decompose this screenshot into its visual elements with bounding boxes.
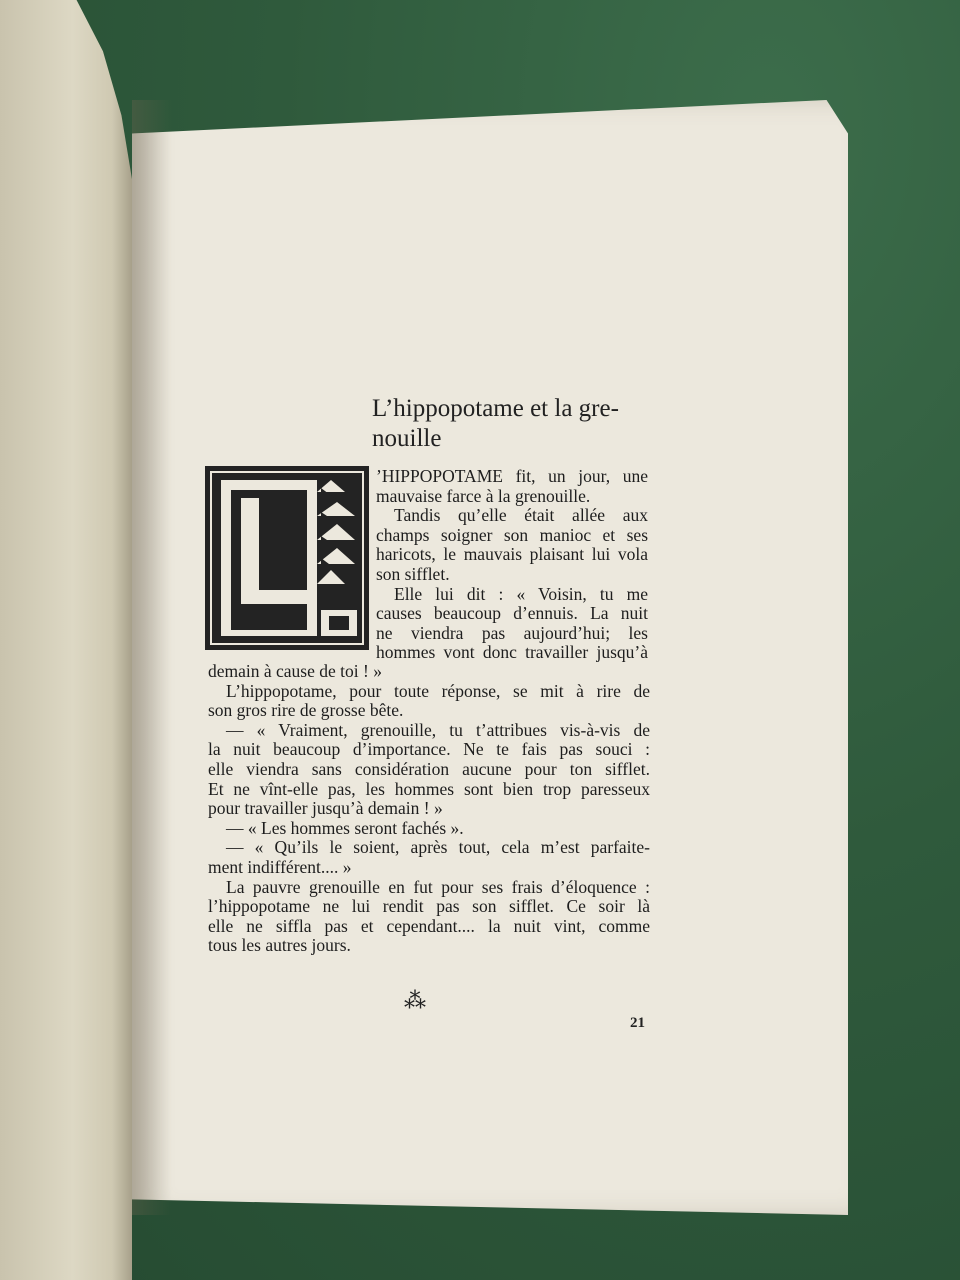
text-line: hommes vont donc travailler jusqu’à — [376, 643, 648, 663]
text-line: la nuit beaucoup d’importance. Ne te fais pas souci : — [208, 740, 650, 760]
text-line: ’HIPPOPOTAME fit, un jour, une — [376, 467, 648, 486]
text-line: champs soigner son manioc et ses — [376, 525, 648, 545]
text-line: L’hippopotame, pour toute réponse, se mit à rire de — [226, 681, 650, 701]
text-line: haricots, le mauvais plaisant lui vola — [376, 545, 648, 565]
text-line: ment indifférent.... » — [208, 857, 352, 877]
text-line: ne viendra pas aujourd’hui; les — [376, 623, 648, 643]
text-line: elle ne siffla pas et cependant.... la nuit vint, comme — [208, 916, 650, 936]
text-line: mauvaise farce à la grenouille. — [376, 486, 591, 506]
text-line: l’hippopotame ne lui rendit pas son sifflet. Ce soir là — [208, 897, 650, 917]
page-gutter-shadow — [132, 100, 172, 1215]
asterism-glyph: ⁂ — [404, 989, 426, 1014]
narrow-column-text — [376, 467, 648, 663]
text-line: son sifflet. — [376, 564, 450, 584]
decorative-drop-cap-l — [205, 466, 369, 650]
text-line: La pauvre grenouille en fut pour ses frais d’éloquence : — [226, 877, 650, 897]
text-line: — « Vraiment, grenouille, tu t’attribues vis-à-vis de — [226, 720, 650, 740]
left-page-edge — [0, 0, 132, 1280]
story-title-line-2: nouille — [372, 425, 442, 452]
asterism-ornament — [404, 987, 438, 1015]
text-line: — « Les hommes seront fachés ». — [226, 818, 464, 838]
text-line: tous les autres jours. — [208, 936, 351, 956]
text-line: Elle lui dit : « Voisin, tu me — [394, 584, 648, 604]
story-title-line-1: L’hippopotame et la gre- — [372, 395, 619, 422]
text-line: elle viendra sans considération aucune pour ton sifflet. — [208, 759, 650, 779]
text-line: Tandis qu’elle était allée aux — [394, 506, 648, 526]
page-number: 21 — [630, 1015, 645, 1031]
text-line: causes beaucoup d’ennuis. La nuit — [376, 604, 648, 624]
text-line: Et ne vînt-elle pas, les hommes sont bien trop paresseux — [208, 779, 650, 799]
text-line: demain à cause de toi ! » — [208, 662, 382, 681]
text-line: — « Qu’ils le soient, après tout, cela m’est parfaite- — [226, 838, 650, 858]
text-line: son gros rire de grosse bête. — [208, 701, 404, 721]
text-line: pour travailler jusqu’à demain ! » — [208, 799, 443, 819]
story-title — [372, 394, 672, 454]
wide-column-text — [208, 662, 650, 956]
